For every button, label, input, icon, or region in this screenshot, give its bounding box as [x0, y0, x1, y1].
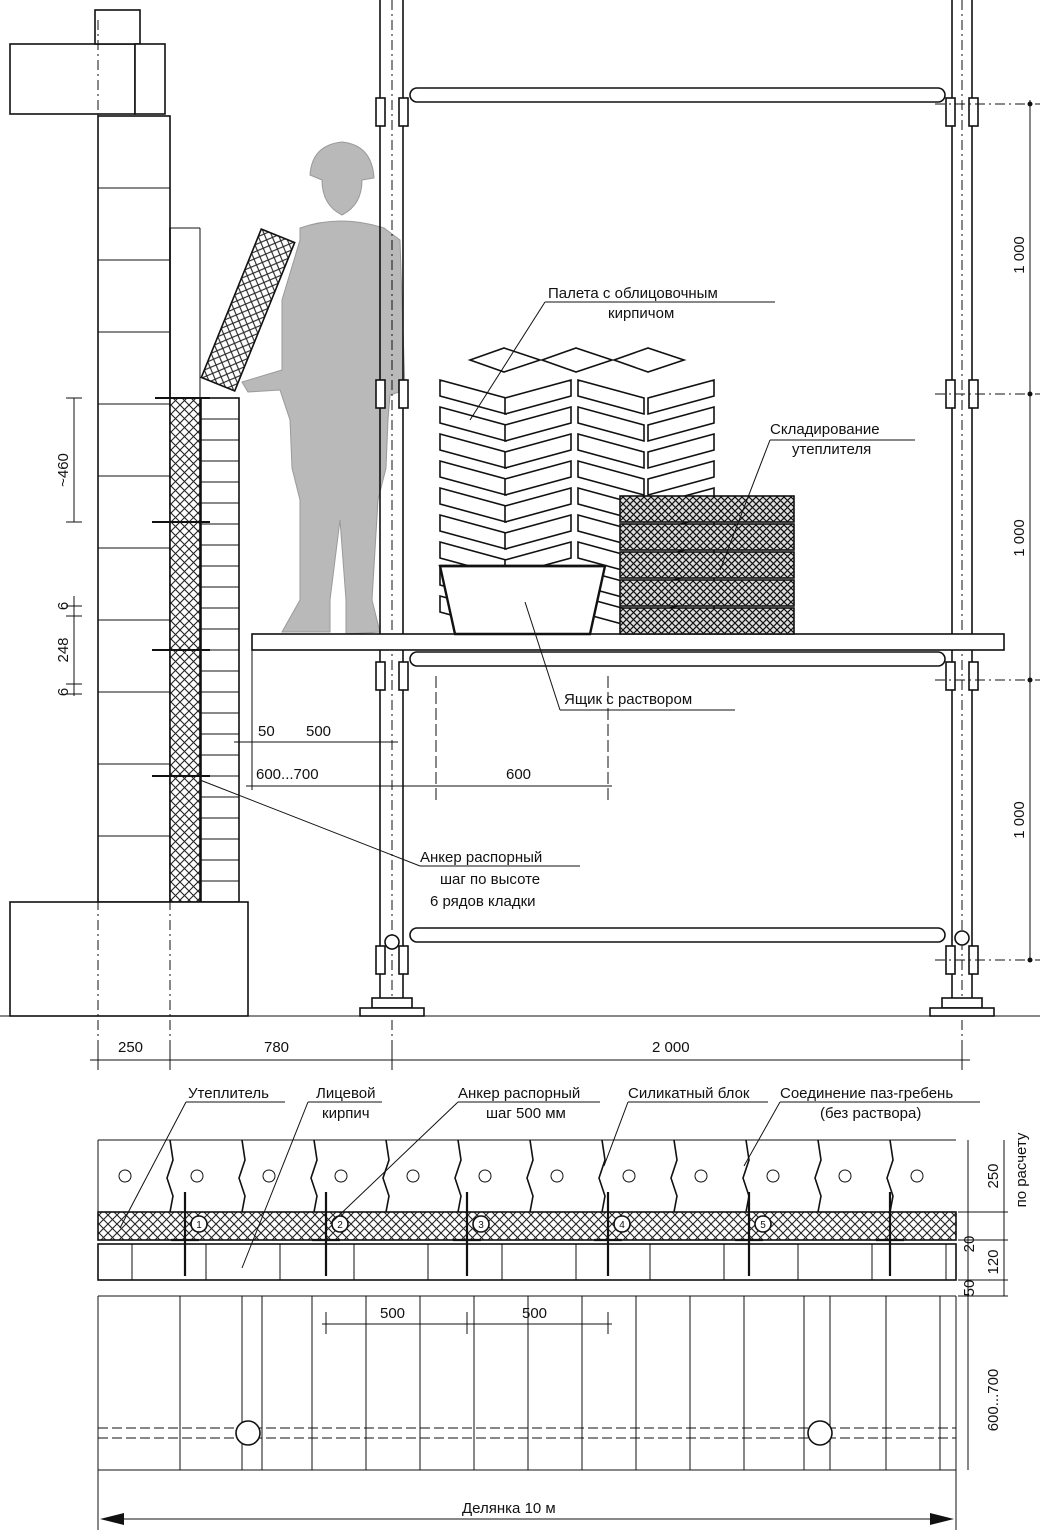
plot-label: Делянка 10 м — [462, 1500, 556, 1517]
plan-label-joint-2: (без раствора) — [820, 1105, 922, 1122]
insulation-slab — [620, 496, 794, 522]
plan-20-dim: 20 — [961, 1235, 978, 1253]
post-circle — [236, 1421, 260, 1445]
base-2000-dim: 2 000 — [652, 1039, 690, 1056]
joint-top-dim: 6 — [55, 601, 72, 611]
plan-insulation-strip — [98, 1212, 956, 1240]
plan-50-dim: 50 — [961, 1279, 978, 1297]
clamp-right — [399, 380, 408, 408]
plan-step-2-dim: 500 — [522, 1305, 548, 1322]
plan-label-face-brick-1: Лицевой — [316, 1085, 376, 1102]
plan-scaffold-boards — [98, 1296, 956, 1470]
insulation-slab — [620, 524, 794, 550]
tier-dimensions — [935, 100, 1040, 963]
block-hole — [119, 1170, 131, 1182]
floor-slab — [10, 10, 165, 114]
block-hole — [767, 1170, 779, 1182]
clamp-left — [946, 662, 955, 690]
label-anchor-2: шаг по высоте — [440, 871, 541, 888]
plan-dimensions — [958, 1132, 1030, 1470]
clamp-left — [376, 946, 385, 974]
tier-height-1: 1 000 — [1011, 236, 1028, 274]
label-insulation-storage-2: утеплителя — [792, 441, 872, 458]
clamp-right — [399, 98, 408, 126]
block-hole — [623, 1170, 635, 1182]
block-wall — [98, 116, 170, 902]
brick-height-dim: 248 — [55, 637, 72, 663]
foundation — [10, 902, 248, 1016]
left-dimensions — [55, 398, 82, 696]
gap-500-dim: 500 — [306, 723, 332, 740]
gap-600-700-dim: 600...700 — [256, 766, 319, 783]
block-hole — [839, 1170, 851, 1182]
anchor-number: 5 — [760, 1220, 766, 1231]
mortar-box — [440, 566, 605, 634]
label-pallet-1: Палета с облицовочным — [548, 285, 718, 302]
tongue-groove-joint — [527, 1140, 533, 1212]
tier-height-3: 1 000 — [1011, 801, 1028, 839]
brick-in-hand — [201, 229, 294, 391]
tongue-groove-joint — [599, 1140, 605, 1212]
plan-label-anchor-2: шаг 500 мм — [486, 1105, 566, 1122]
plan-face-brick-outline — [98, 1244, 956, 1280]
label-anchor-1: Анкер распорный — [420, 849, 543, 866]
block-hole — [551, 1170, 563, 1182]
clamp-right — [399, 662, 408, 690]
plan-label-joint-1: Соединение паз-гребень — [780, 1085, 954, 1102]
clamp-left — [376, 662, 385, 690]
plan-label-block: Силикатный блок — [628, 1085, 750, 1102]
plan-by-calc: по расчету — [1013, 1132, 1030, 1208]
plan-120-dim: 120 — [985, 1249, 1002, 1275]
tongue-groove-joint — [671, 1140, 677, 1212]
insulation-slab — [620, 580, 794, 606]
tongue-groove-joint — [455, 1140, 461, 1212]
anchor-number: 4 — [619, 1220, 625, 1231]
platform-dimensions — [234, 650, 612, 800]
block-hole — [407, 1170, 419, 1182]
plan-step-1-dim: 500 — [380, 1305, 406, 1322]
joint-bottom-dim: 6 — [55, 687, 72, 697]
clamp-right — [969, 662, 978, 690]
tongue-groove-joint — [239, 1140, 245, 1212]
anchor-number: 2 — [337, 1220, 343, 1231]
clamp-left — [376, 98, 385, 126]
block-hole — [695, 1170, 707, 1182]
tier-height-2: 1 000 — [1011, 519, 1028, 557]
clamp-right — [399, 946, 408, 974]
block-hole — [335, 1170, 347, 1182]
clamp-pin — [955, 931, 969, 945]
pallet-brick — [542, 348, 612, 372]
plan-label-insulation: Утеплитель — [188, 1085, 269, 1102]
block-hole — [911, 1170, 923, 1182]
clamp-left — [376, 380, 385, 408]
clamp-left — [946, 98, 955, 126]
label-anchor-3: 6 рядов кладки — [430, 893, 536, 910]
tongue-groove-joint — [383, 1140, 389, 1212]
plan-view — [98, 1085, 1030, 1530]
plan-label-face-brick-2: кирпич — [322, 1105, 370, 1122]
insulation-slab — [620, 552, 794, 578]
base-250-dim: 250 — [118, 1039, 144, 1056]
clamp-pin — [385, 935, 399, 949]
clamp-right — [969, 98, 978, 126]
label-mortar-box: Ящик с раствором — [564, 691, 693, 708]
block-hole — [479, 1170, 491, 1182]
base-780-dim: 780 — [264, 1039, 290, 1056]
anchor-number: 1 — [196, 1220, 202, 1231]
base-dimensions — [90, 1039, 970, 1070]
anchor-number: 3 — [478, 1220, 484, 1231]
plan-face-brick-row — [98, 1244, 956, 1280]
scaffold-feet — [360, 998, 994, 1016]
plan-250-dim: 250 — [985, 1163, 1002, 1189]
tongue-groove-joint — [167, 1140, 173, 1212]
insulation-stack — [620, 496, 794, 634]
tongue-groove-joint — [311, 1140, 317, 1212]
label-insulation-storage-1: Складирование — [770, 421, 880, 438]
plan-label-anchor-1: Анкер распорный — [458, 1085, 581, 1102]
pallet-brick — [614, 348, 684, 372]
label-pallet-2: кирпичом — [608, 305, 675, 322]
gap-50-dim: 50 — [258, 723, 275, 740]
post-circle — [808, 1421, 832, 1445]
pallet-brick — [470, 348, 540, 372]
block-hole — [191, 1170, 203, 1182]
tongue-groove-joint — [815, 1140, 821, 1212]
plot-dimension — [98, 1470, 956, 1530]
anchor-step-dim: ~460 — [55, 453, 72, 487]
box-600-dim: 600 — [506, 766, 532, 783]
block-hole — [263, 1170, 275, 1182]
plan-600-700-dim: 600...700 — [985, 1368, 1002, 1432]
work-platform — [252, 634, 1004, 650]
insulation-slab — [620, 608, 794, 634]
plan-block-row — [98, 1140, 956, 1212]
